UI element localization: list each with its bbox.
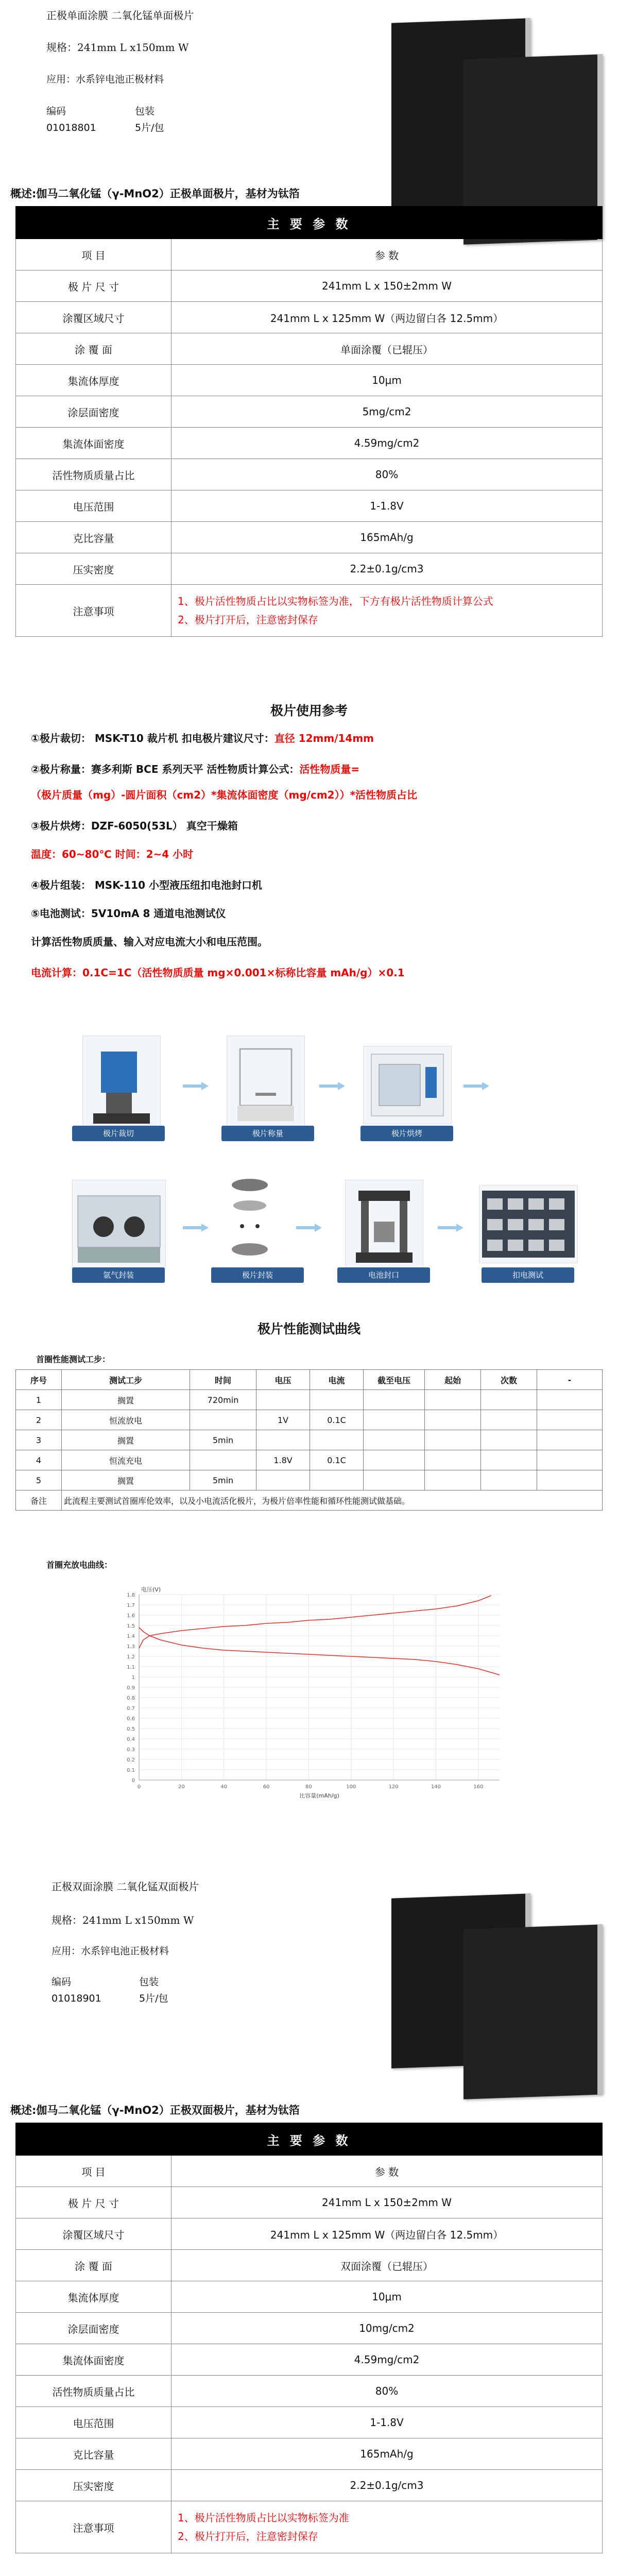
y-tick-label: 1.1: [127, 1665, 135, 1670]
cell: [425, 1450, 481, 1470]
spec-value: 2.2±0.1g/cm3: [171, 553, 603, 585]
cell: [310, 1430, 364, 1450]
ref-line-9: 电流计算：0.1C=1C（活性物质质量 mg×0.001×标称比容量 mAh/g）×0.1: [31, 967, 405, 979]
table-header: -: [537, 1370, 603, 1390]
spec-key: 涂层面密度: [16, 2313, 171, 2344]
x-tick-label: 120: [388, 1784, 399, 1790]
table-header: 截至电压: [364, 1370, 425, 1390]
table-header: 起始: [425, 1370, 481, 1390]
spec-table-header: 主 要 参 数: [16, 2123, 603, 2156]
x-axis-label: 比容量(mAh/g): [299, 1792, 339, 1799]
table-header: 次数: [481, 1370, 537, 1390]
table-row: [16, 1410, 603, 1430]
spec-key: 项 目: [16, 2156, 171, 2187]
y-tick-label: 1: [131, 1675, 135, 1681]
x-tick-label: 140: [431, 1784, 441, 1790]
table-header: 时间: [190, 1370, 256, 1390]
product2-use: 应用：水系锌电池正极材料: [52, 1945, 169, 1957]
spec-key: 压实密度: [16, 2470, 171, 2501]
cell: [425, 1430, 481, 1450]
cell: 720min: [190, 1390, 256, 1410]
spec-key: 电压范围: [16, 490, 171, 522]
x-tick-label: 100: [346, 1784, 356, 1790]
ref-line-1: [31, 732, 374, 745]
y-tick-label: 0.9: [127, 1685, 135, 1691]
spec-key: 项 目: [16, 239, 171, 270]
spec-value: 241mm L x 125mm W（两边留白各 12.5mm）: [171, 302, 603, 333]
spec-key: 涂 覆 面: [16, 333, 171, 365]
table-header: 测试工步: [62, 1370, 190, 1390]
product1-pack-label: 包装: [135, 106, 155, 117]
test-steps-table: [15, 1369, 603, 1511]
spec-value: 4.59mg/cm2: [171, 2344, 603, 2376]
cell: [425, 1410, 481, 1430]
y-tick-label: 0.1: [127, 1768, 135, 1773]
product2-title: 正极双面涂膜 二氧化锰双面极片: [52, 1880, 199, 1893]
chart-svg: [108, 1584, 520, 1806]
cell: [256, 1430, 310, 1450]
cell: [364, 1450, 425, 1470]
steps-title: 首圈性能测试工步：: [36, 1354, 111, 1364]
y-tick-label: 0.7: [127, 1706, 135, 1711]
spec-value: 80%: [171, 2376, 603, 2407]
cell: [481, 1390, 537, 1410]
arrow-right-icon: [296, 1224, 322, 1232]
spec-value: 165mAh/g: [171, 522, 603, 553]
ref-line-7: ⑤电池测试：5V10mA 8 通道电池测试仪: [31, 907, 226, 920]
product1-code-label: 编码: [46, 106, 66, 117]
process-label-bake: 极片烘烤: [360, 1126, 453, 1141]
ref-line-5: 温度：60~80℃ 时间：2~4 小时: [31, 848, 194, 860]
spec-value: 双面涂覆（已辊压）: [171, 2250, 603, 2281]
overview1: 概述:伽马二氧化锰（γ-MnO2）正极单面极片，基材为钛箔: [10, 188, 300, 200]
cell: 1V: [256, 1410, 310, 1430]
spec-value: 10mg/cm2: [171, 2313, 603, 2344]
ref-text: ①极片裁切： MSK-T10 裁片机 扣电极片建议尺寸：: [31, 732, 274, 744]
cell: [537, 1470, 603, 1490]
table-row: [16, 1390, 603, 1410]
cutter-machine-image: [82, 1036, 161, 1129]
cell: [481, 1470, 537, 1490]
coin-cell-parts-image: [221, 1175, 278, 1267]
table-header: 电压: [256, 1370, 310, 1390]
y-tick-label: 0.6: [127, 1716, 135, 1722]
cell: [537, 1450, 603, 1470]
oven-image: [363, 1046, 452, 1124]
spec-table-header: 主 要 参 数: [16, 207, 603, 239]
x-tick-label: 20: [178, 1784, 185, 1790]
cell: 搁置: [62, 1390, 190, 1410]
cell: [481, 1410, 537, 1430]
cell: 0.1C: [310, 1450, 364, 1470]
x-tick-label: 80: [305, 1784, 312, 1790]
table-header: 序号: [16, 1370, 62, 1390]
note-line: 2、极片打开后，注意密封保存: [178, 614, 318, 626]
cell: 2: [16, 1410, 62, 1430]
ref-line-8: 计算活性物质质量、输入对应电流大小和电压范围。: [31, 936, 268, 948]
overview2: 概述:伽马二氧化锰（γ-MnO2）正极双面极片，基材为钛箔: [10, 2104, 300, 2116]
note-label: 注意事项: [16, 2501, 171, 2553]
spec-value: 10μm: [171, 2281, 603, 2313]
arrow-right-icon: [464, 1082, 489, 1090]
x-tick-label: 40: [220, 1784, 228, 1790]
curve-title: 极片性能测试曲线: [257, 1321, 360, 1336]
note-label: 注意事项: [16, 585, 171, 637]
product1-spec: 规格：241mm L x150mm W: [46, 41, 189, 54]
ref-text: ②极片称量：赛多利斯 BCE 系列天平 活性物质计算公式：: [31, 763, 300, 775]
y-tick-label: 1.6: [127, 1613, 135, 1619]
y-tick-label: 1.2: [127, 1654, 135, 1660]
product1-use: 应用：水系锌电池正极材料: [46, 74, 164, 85]
process-label-cut: 极片裁切: [72, 1126, 165, 1141]
cell: [425, 1470, 481, 1490]
cell: [481, 1430, 537, 1450]
cell: [190, 1450, 256, 1470]
product1-title: 正极单面涂膜 二氧化锰单面极片: [46, 9, 194, 22]
cell: 5min: [190, 1470, 256, 1490]
ref-line-4: ③极片烘烤：DZF-6050(53L） 真空干燥箱: [31, 820, 238, 832]
product2-spec: 规格：241mm L x150mm W: [52, 1914, 194, 1926]
cell: [256, 1390, 310, 1410]
cell: 1: [16, 1390, 62, 1410]
spec-key: 极 片 尺 寸: [16, 270, 171, 302]
product2-pack-label: 包装: [139, 1976, 159, 1988]
spec-key: 电压范围: [16, 2407, 171, 2438]
y-tick-label: 1.7: [127, 1603, 135, 1608]
crimper-image: [345, 1180, 423, 1268]
spec-key: 集流体面密度: [16, 428, 171, 459]
cell: [190, 1410, 256, 1430]
note-text: [171, 585, 603, 637]
y-tick-label: 0.4: [127, 1737, 135, 1742]
arrow-right-icon: [183, 1082, 209, 1090]
y-axis-label: 电压(V): [141, 1586, 161, 1593]
spec-key: 涂 覆 面: [16, 2250, 171, 2281]
y-tick-label: 1.4: [127, 1634, 135, 1639]
spec-table-2: [15, 2123, 603, 2553]
spec-value: 241mm L x 150±2mm W: [171, 270, 603, 302]
spec-key: 集流体厚度: [16, 2281, 171, 2313]
ref-text-red: 直径 12mm/14mm: [274, 732, 374, 744]
spec-value: 参 数: [171, 2156, 603, 2187]
electrode-sheet-image: [464, 1924, 603, 2099]
process-label-test: 扣电测试: [482, 1267, 574, 1283]
spec-value: 参 数: [171, 239, 603, 270]
table-row: [16, 1430, 603, 1450]
product2-pack: 5片/包: [139, 1993, 168, 2004]
cell: 0.1C: [310, 1410, 364, 1430]
spec-value: 5mg/cm2: [171, 396, 603, 428]
spec-key: 极 片 尺 寸: [16, 2187, 171, 2218]
product2-code-label: 编码: [52, 1976, 72, 1988]
spec-value: 4.59mg/cm2: [171, 428, 603, 459]
spec-value: 165mAh/g: [171, 2438, 603, 2470]
table-header: 电流: [310, 1370, 364, 1390]
cell: [364, 1410, 425, 1430]
product2-code: 01018901: [52, 1993, 101, 2004]
y-tick-label: 0: [131, 1778, 135, 1784]
x-tick-label: 60: [263, 1784, 270, 1790]
cell: [537, 1390, 603, 1410]
cell: [425, 1390, 481, 1410]
cell: [537, 1410, 603, 1430]
cell: 5min: [190, 1430, 256, 1450]
y-tick-label: 1.8: [127, 1592, 135, 1598]
cell: 3: [16, 1430, 62, 1450]
cell: 恒流放电: [62, 1410, 190, 1430]
ref-line-2: [31, 762, 359, 776]
spec-key: 涂覆区域尺寸: [16, 2218, 171, 2250]
process-label-glovebox: 氩气封装: [72, 1267, 165, 1283]
cell: 1.8V: [256, 1450, 310, 1470]
note-line: 1、极片活性物质占比以实物标签为准: [178, 2512, 349, 2524]
cell: [256, 1470, 310, 1490]
y-tick-label: 0.3: [127, 1747, 135, 1753]
spec-value: 单面涂覆（已辊压）: [171, 333, 603, 365]
x-tick-label: 0: [137, 1784, 141, 1790]
y-tick-label: 0.2: [127, 1757, 135, 1763]
spec-key: 涂覆区域尺寸: [16, 302, 171, 333]
cell: [310, 1470, 364, 1490]
spec-key: 涂层面密度: [16, 396, 171, 428]
table-row: [16, 1450, 603, 1470]
cell: 恒流充电: [62, 1450, 190, 1470]
spec-value: 10μm: [171, 365, 603, 396]
process-label-pack: 极片封装: [211, 1267, 304, 1283]
remark-text: 此流程主要测试首圈库伦效率，以及小电流活化极片，为极片倍率性能和循环性能测试做基础。: [62, 1490, 603, 1511]
spec-key: 压实密度: [16, 553, 171, 585]
note-text: [171, 2501, 603, 2553]
note-line: 1、极片活性物质占比以实物标签为准，下方有极片活性物质计算公式: [178, 595, 493, 607]
cell: [364, 1470, 425, 1490]
ref-text-red: 活性物质量=: [299, 763, 360, 775]
arrow-right-icon: [319, 1082, 345, 1090]
product1-pack: 5片/包: [135, 122, 164, 133]
process-label-seal: 电池封口: [337, 1267, 430, 1283]
product1-code: 01018801: [46, 122, 96, 133]
ref-line-6: ④极片组装： MSK-110 小型液压纽扣电池封口机: [31, 879, 262, 891]
balance-image: [227, 1036, 305, 1129]
table-row-remark: [16, 1490, 603, 1511]
series-line: [139, 1596, 491, 1648]
spec-value: 80%: [171, 459, 603, 490]
series-line: [139, 1628, 500, 1675]
ref-title: 极片使用参考: [270, 703, 348, 718]
spec-table-1: [15, 206, 603, 637]
spec-key: 克比容量: [16, 2438, 171, 2470]
table-row: [16, 1470, 603, 1490]
spec-key: 集流体面密度: [16, 2344, 171, 2376]
cell: [481, 1450, 537, 1470]
spec-value: 2.2±0.1g/cm3: [171, 2470, 603, 2501]
cell: [537, 1430, 603, 1450]
cell: [310, 1390, 364, 1410]
chart-title: 首圈充放电曲线：: [46, 1560, 113, 1570]
y-tick-label: 1.5: [127, 1623, 135, 1629]
cell: [364, 1430, 425, 1450]
spec-value: 241mm L x 150±2mm W: [171, 2187, 603, 2218]
y-tick-label: 0.8: [127, 1696, 135, 1701]
cell: 搁置: [62, 1470, 190, 1490]
spec-value: 241mm L x 125mm W（两边留白各 12.5mm）: [171, 2218, 603, 2250]
spec-key: 活性物质质量占比: [16, 459, 171, 490]
cell: 4: [16, 1450, 62, 1470]
y-tick-label: 1.3: [127, 1644, 135, 1650]
spec-value: 1-1.8V: [171, 490, 603, 522]
remark-label: 备注: [16, 1490, 62, 1511]
cell: 5: [16, 1470, 62, 1490]
process-label-weigh: 极片称量: [221, 1126, 314, 1141]
note-line: 2、极片打开后，注意密封保存: [178, 2530, 318, 2543]
battery-tester-image: [479, 1185, 578, 1263]
spec-value: 1-1.8V: [171, 2407, 603, 2438]
arrow-right-icon: [183, 1224, 209, 1232]
y-tick-label: 0.5: [127, 1726, 135, 1732]
cell: 搁置: [62, 1430, 190, 1450]
arrow-right-icon: [438, 1224, 464, 1232]
glovebox-image: [72, 1180, 166, 1268]
cell: [364, 1390, 425, 1410]
x-tick-label: 160: [473, 1784, 484, 1790]
spec-key: 集流体厚度: [16, 365, 171, 396]
spec-key: 克比容量: [16, 522, 171, 553]
ref-line-3: （极片质量（mg）-圆片面积（cm2）*集流体面密度（mg/cm2））*活性物质占比: [31, 789, 418, 801]
charge-discharge-chart: [108, 1584, 520, 1806]
spec-key: 活性物质质量占比: [16, 2376, 171, 2407]
